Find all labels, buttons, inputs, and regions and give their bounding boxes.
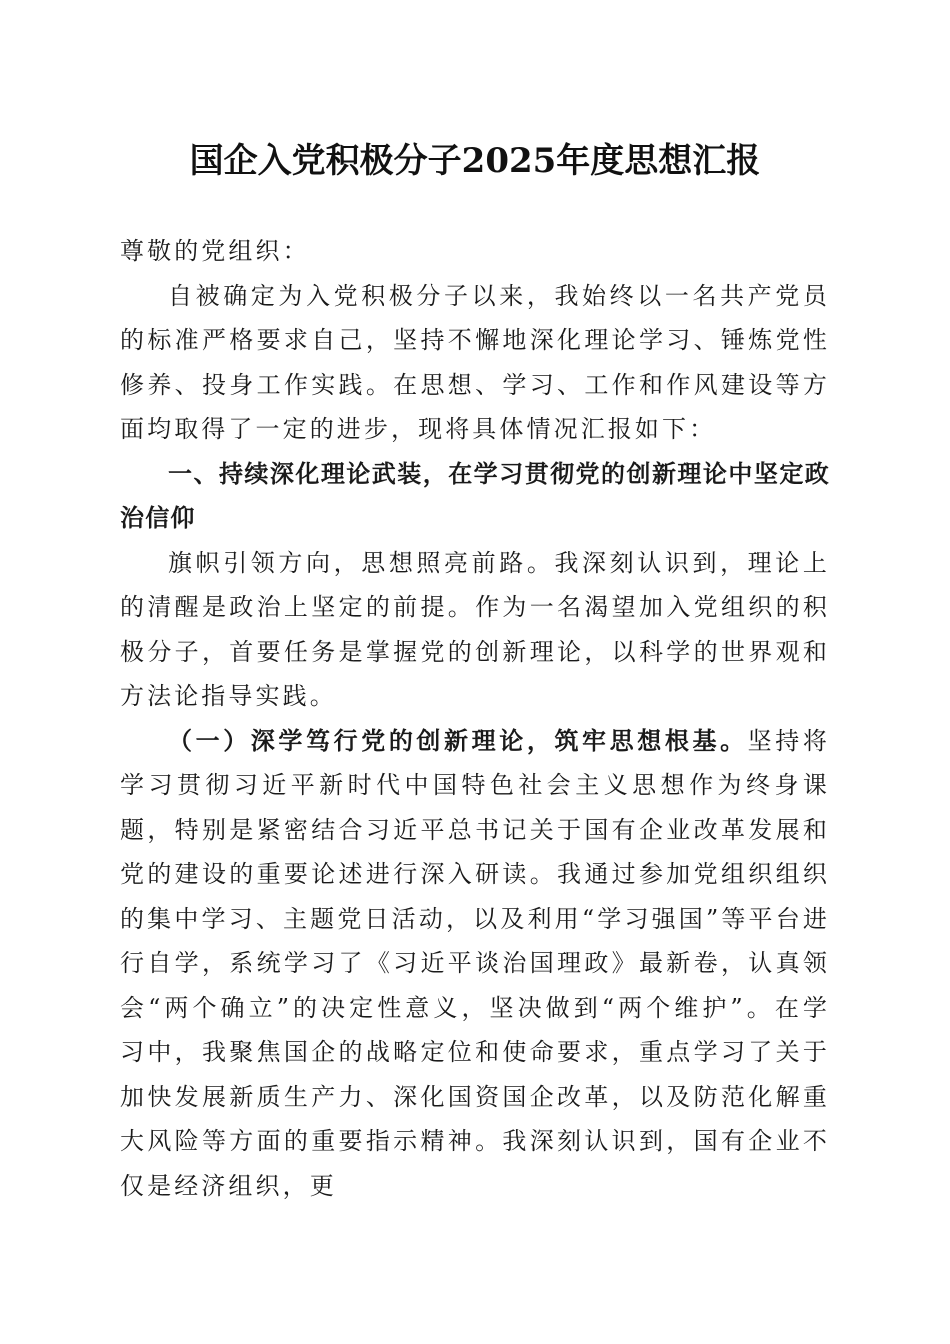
section-heading-1: 一、持续深化理论武装，在学习贯彻党的创新理论中坚定政治信仰: [120, 459, 830, 532]
intro-paragraph: 自被确定为入党积极分子以来，我始终以一名共产党员的标准严格要求自己，坚持不懈地深化理论学习、锤炼党性修养、投身工作实践。在思想、学习、工作和作风建设等方面均取得了一定的进步，现将具体情况汇报如下：: [120, 281, 830, 443]
sub-section-text: 坚持将学习贯彻习近平新时代中国特色社会主义思想作为终身课题，特别是紧密结合习近平总书记关于国有企业改革发展和党的建设的重要论述进行深入研读。我通过参加党组织组织的集中学习、主题党日活动，以及利用“学习强国”等平台进行自学，系统学习了《习近平谈治国理政》最新卷，认真领会“两个确立”的决定性意义，坚决做到“两个维护”。在学习中，我聚焦国企的战略定位和使命要求，重点学习了关于加快发展新质生产力、深化国资国企改革，以及防范化解重大风险等方面的重要指示精神。我深刻认识到，国有企业不仅是经济组织，更: [120, 726, 830, 1200]
salutation: 尊敬的党组织：: [120, 237, 310, 265]
sub-section-lead: （一）深学笃行党的创新理论，筑牢思想根基。: [168, 725, 748, 755]
section-1-paragraph: 旗帜引领方向，思想照亮前路。我深刻认识到，理论上的清醒是政治上坚定的前提。作为一名渴望加入党组织的积极分子，首要任务是掌握党的创新理论，以科学的世界观和方法论指导实践。: [120, 548, 830, 710]
sub-section-paragraph: [120, 719, 830, 1209]
document-body: [120, 229, 830, 1208]
document-title: 国企入党积极分子2025年度思想汇报: [189, 141, 761, 181]
